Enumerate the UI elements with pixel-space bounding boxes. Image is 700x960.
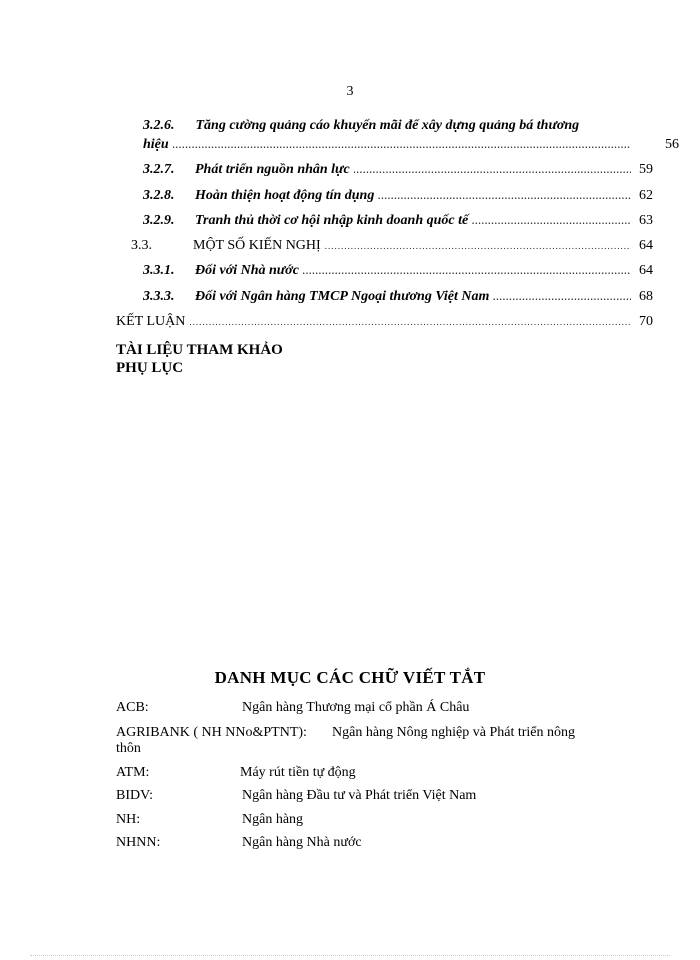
leader-dots (378, 191, 631, 201)
toc-entry-page: 62 (639, 188, 653, 203)
toc-entry-number: 3.3.3. (143, 289, 175, 304)
abbreviation-definition: Ngân hàng Nhà nước (242, 835, 362, 850)
toc-entry-title: MỘT SỐ KIẾN NGHỊ (193, 238, 321, 253)
abbreviations-title: DANH MỤC CÁC CHỮ VIẾT TẮT (214, 668, 486, 687)
toc-entry-page: 64 (639, 263, 653, 278)
abbreviation-row (116, 765, 676, 785)
toc-entry-number: 3.3.1. (143, 263, 175, 278)
abbreviation-term: ACB: (116, 700, 149, 715)
toc-entry-title: Tranh thủ thời cơ hội nhập kinh doanh quốc tế (195, 213, 469, 228)
toc-entry-conclusion[interactable] (116, 314, 653, 330)
abbreviation-term: ATM: (116, 765, 150, 780)
leader-dots (303, 266, 631, 276)
toc-entry-title: Phát triển nguồn nhân lực (195, 162, 350, 177)
toc-entry-title: Hoàn thiện hoạt động tín dụng (195, 188, 375, 203)
abbreviation-definition: Ngân hàng (242, 812, 304, 827)
abbreviation-term: NHNN: (116, 835, 161, 850)
toc-entry-number: 3.2.9. (143, 213, 175, 228)
toc-entry-number: 3.2.6. (143, 118, 175, 133)
page-bottom-rule (30, 955, 670, 956)
leader-dots (325, 241, 631, 251)
leader-dots (472, 216, 631, 226)
abbreviation-row (116, 788, 676, 808)
leader-dots (189, 317, 631, 327)
abbreviation-row (116, 835, 676, 855)
toc-entry-3-2-8[interactable] (143, 188, 653, 204)
abbreviation-row (116, 812, 676, 832)
toc-entry-3-2-6-line2[interactable] (143, 137, 635, 153)
abbreviation-definition: Ngân hàng Thương mại cổ phần Á Châu (242, 700, 470, 715)
leader-dots (173, 140, 631, 150)
toc-entry-page: 64 (639, 238, 653, 253)
toc-entry-3-2-6[interactable] (143, 118, 579, 134)
toc-entry-number: 3.2.8. (143, 188, 175, 203)
abbreviation-term: AGRIBANK ( NH NNo&PTNT): (116, 725, 307, 740)
toc-appendix[interactable]: PHỤ LỤC (116, 360, 184, 376)
leader-dots (493, 292, 631, 302)
toc-entry-title: KẾT LUẬN (116, 314, 186, 329)
toc-entry-title: Đối với Ngân hàng TMCP Ngoại thương Việt Nam (195, 289, 490, 304)
toc-entry-3-3-1[interactable] (143, 263, 653, 279)
abbreviation-term: NH: (116, 812, 141, 827)
toc-entry-number: 3.3. (131, 238, 152, 253)
toc-entry-3-3[interactable] (131, 238, 653, 254)
abbreviation-row (116, 700, 676, 720)
toc-entry-title: Đối với Nhà nước (195, 263, 299, 278)
toc-entry-3-3-3[interactable] (143, 289, 653, 305)
abbreviation-definition-cont: thôn (116, 741, 141, 756)
abbreviation-row (116, 725, 676, 761)
toc-entry-page: 70 (639, 314, 653, 329)
toc-entry-title: Tăng cường quảng cáo khuyến mãi để xây dựng quảng bá thương (195, 118, 580, 133)
abbreviation-term: BIDV: (116, 788, 154, 803)
toc-references[interactable]: TÀI LIỆU THAM KHẢO (116, 342, 283, 358)
toc-entry-page: 59 (639, 162, 653, 177)
toc-entry-page: 68 (639, 289, 653, 304)
toc-entry-page: 63 (639, 213, 653, 228)
toc-entry-3-2-9[interactable] (143, 213, 653, 229)
page-number: 3 (346, 84, 354, 99)
toc-entry-title-cont: hiệu (143, 137, 169, 152)
leader-dots (354, 165, 631, 175)
toc-entry-3-2-7[interactable] (143, 162, 653, 178)
abbreviation-definition: Máy rút tiền tự động (240, 765, 356, 780)
abbreviation-definition: Ngân hàng Đầu tư và Phát triển Việt Nam (242, 788, 477, 803)
toc-entry-page: 56 (665, 137, 679, 152)
toc-entry-number: 3.2.7. (143, 162, 175, 177)
abbreviation-definition: Ngân hàng Nông nghiệp và Phát triển nông (332, 725, 576, 740)
